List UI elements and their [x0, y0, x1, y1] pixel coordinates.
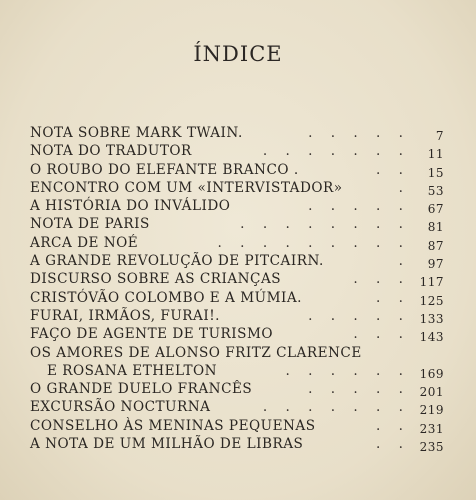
toc-entry: [30, 289, 444, 307]
toc-entry: [30, 435, 444, 453]
toc-page-number: 53: [427, 183, 444, 198]
toc-leader-dots: . . . . . . . .: [240, 216, 410, 233]
toc-entry: [30, 234, 444, 252]
toc-entry-title: CRISTÓVÃO COLOMBO E A MÚMIA.: [30, 289, 302, 306]
toc-entry-title: A HISTÓRIA DO INVÁLIDO: [30, 198, 231, 215]
table-of-contents: [30, 124, 444, 453]
toc-page-number: 15: [427, 165, 444, 180]
toc-entry-title: EXCURSÃO NOCTURNA: [30, 399, 211, 416]
toc-entry: [30, 398, 444, 416]
toc-leader-dots: . . . . . . . . .: [217, 234, 410, 251]
toc-leader-dots: . . . . . . .: [262, 399, 410, 416]
toc-entry-title: FURAI, IRMÃOS, FURAI!.: [30, 307, 221, 324]
toc-leader-dots: . . .: [353, 271, 410, 288]
toc-leader-dots: . . . . .: [308, 381, 410, 398]
toc-entry: [30, 252, 444, 270]
toc-entry-title: FAÇO DE AGENTE DE TURISMO: [30, 326, 274, 343]
toc-page-number: 231: [419, 421, 444, 436]
toc-entry: [30, 197, 444, 215]
toc-page-number: 81: [427, 220, 444, 235]
toc-entry: [30, 270, 444, 288]
toc-leader-dots: . .: [376, 161, 410, 178]
toc-page-number: 169: [419, 366, 444, 381]
toc-page-number: 97: [427, 257, 444, 272]
toc-entry-title: NOTA DE PARIS: [30, 216, 150, 233]
page-title: ÍNDICE: [193, 42, 283, 66]
toc-entry: [30, 380, 444, 398]
toc-entry: [30, 417, 444, 435]
toc-page-number: 87: [427, 238, 444, 253]
toc-leader-dots: .: [398, 253, 410, 270]
toc-entry-title: DISCURSO SOBRE AS CRIANÇAS: [30, 271, 282, 288]
toc-page-number: 201: [419, 385, 444, 400]
toc-page-number: 235: [419, 440, 444, 455]
toc-entry: [30, 142, 444, 160]
toc-entry-title: A NOTA DE UM MILHÃO DE LIBRAS: [30, 436, 304, 453]
toc-entry-title: NOTA SOBRE MARK TWAIN.: [30, 125, 243, 141]
toc-entry: [30, 215, 444, 233]
toc-entry-title: CONSELHO ÀS MENINAS PEQUENAS: [30, 417, 316, 434]
toc-entry: [30, 124, 444, 142]
toc-leader-dots: . . . . . . .: [262, 143, 410, 160]
toc-entry-title: O GRANDE DUELO FRANCÊS: [30, 381, 253, 398]
toc-page-number: 7: [435, 129, 444, 143]
toc-entry: [30, 307, 444, 325]
toc-page-number: 143: [419, 330, 444, 345]
toc-entry-title: ENCONTRO COM UM «INTERVISTADOR»: [30, 179, 343, 196]
toc-page-number: 219: [419, 403, 444, 418]
toc-page-number: 133: [419, 311, 444, 326]
toc-page-number: 67: [427, 202, 444, 217]
toc-page-number: 11: [427, 147, 444, 162]
toc-entry: [30, 325, 444, 343]
toc-leader-dots: . . . . . .: [285, 362, 410, 379]
toc-leader-dots: . . . . .: [308, 198, 410, 215]
toc-leader-dots: . .: [376, 436, 410, 453]
toc-entry-title: O ROUBO DO ELEFANTE BRANCO .: [30, 161, 299, 178]
toc-page-number: 117: [419, 275, 444, 290]
toc-entry: [30, 161, 444, 179]
toc-entry: [30, 179, 444, 197]
toc-leader-dots: . . .: [353, 326, 410, 343]
toc-leader-dots: .: [398, 179, 410, 196]
toc-entry-title: ARCA DE NOÉ: [30, 234, 139, 251]
toc-entry-title: NOTA DO TRADUTOR: [30, 143, 192, 160]
toc-leader-dots: . .: [376, 289, 410, 306]
toc-page-number: 125: [419, 293, 444, 308]
toc-entry: [30, 362, 444, 380]
toc-entry-title: E ROSANA ETHELTON: [47, 362, 218, 379]
toc-leader-dots: . . . . .: [308, 125, 410, 141]
toc-leader-dots: . .: [376, 417, 410, 434]
toc-leader-dots: . . . . .: [308, 307, 410, 324]
toc-entry: [30, 344, 444, 362]
toc-entry-title: OS AMORES DE ALONSO FRITZ CLARENCE: [30, 344, 362, 361]
toc-entry-title: A GRANDE REVOLUÇÃO DE PITCAIRN.: [30, 253, 324, 270]
